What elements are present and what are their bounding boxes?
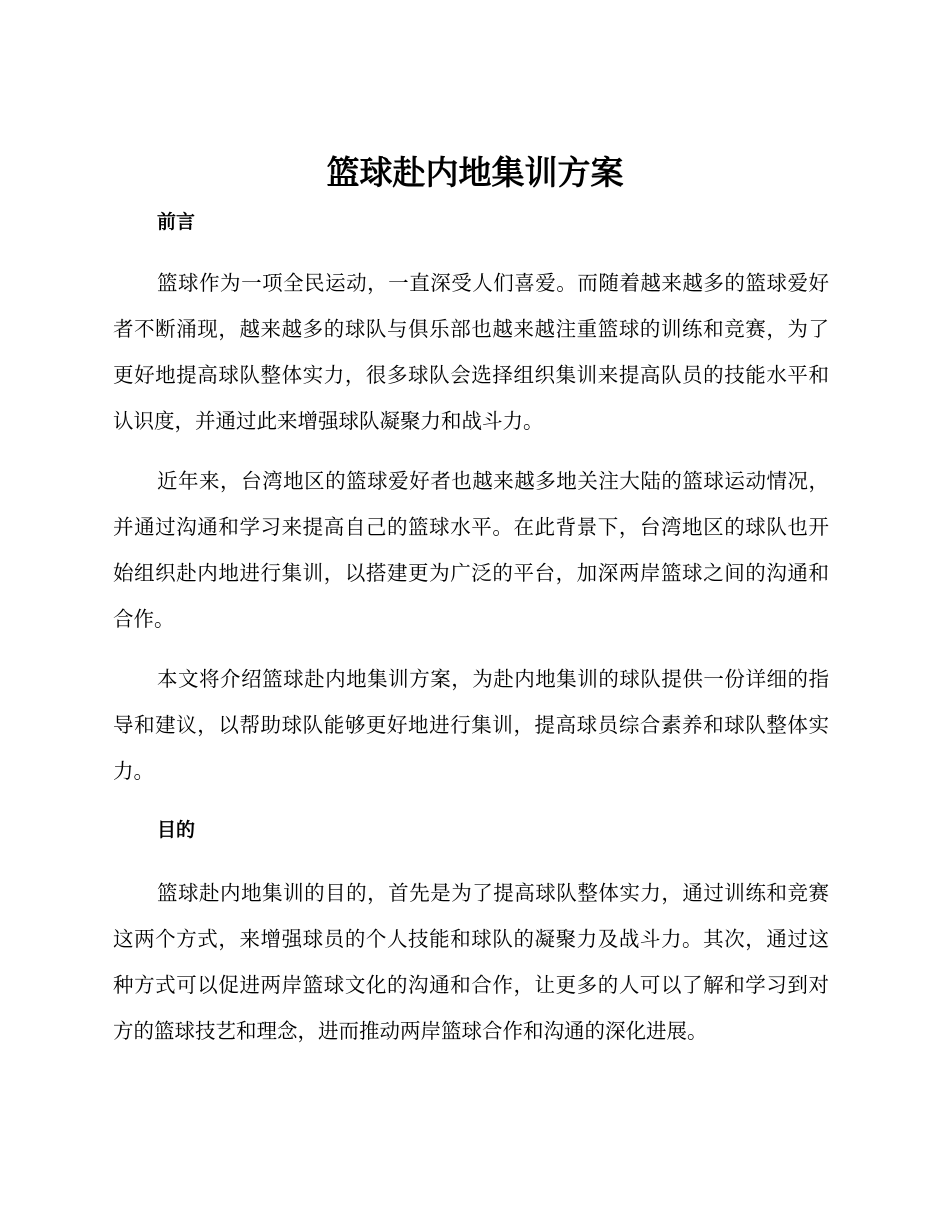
purpose-paragraph-1: 篮球赴内地集训的目的，首先是为了提高球队整体实力，通过训练和竞赛这两个方式，来增强球员的个人技能和球队的凝聚力及战斗力。其次，通过这种方式可以促进两岸篮球文化的沟通和合作，让更多的人可以了解和学习到对方的篮球技艺和理念，进而推动两岸篮球合作和沟通的深化进展。	[113, 881, 829, 1043]
intro-paragraph-2: 近年来，台湾地区的篮球爱好者也越来越多地关注大陆的篮球运动情况，并通过沟通和学习来提高自己的篮球水平。在此背景下，台湾地区的球队也开始组织赴内地进行集训，以搭建更为广泛的平台，加深两岸篮球之间的沟通和合作。	[113, 469, 829, 631]
section-heading-intro: 前言	[157, 211, 196, 233]
document-body	[113, 204, 829, 1054]
section-heading-purpose: 目的	[157, 819, 196, 841]
intro-paragraph-1: 篮球作为一项全民运动，一直深受人们喜爱。而随着越来越多的篮球爱好者不断涌现，越来越多的球队与俱乐部也越来越注重篮球的训练和竞赛，为了更好地提高球队整体实力，很多球队会选择组织集训来提高队员的技能水平和认识度，并通过此来增强球队凝聚力和战斗力。	[113, 271, 829, 433]
document-title: 篮球赴内地集训方案	[326, 153, 624, 192]
intro-paragraph-3: 本文将介绍篮球赴内地集训方案，为赴内地集训的球队提供一份详细的指导和建议，以帮助球队能够更好地进行集训，提高球员综合素养和球队整体实力。	[113, 667, 829, 783]
